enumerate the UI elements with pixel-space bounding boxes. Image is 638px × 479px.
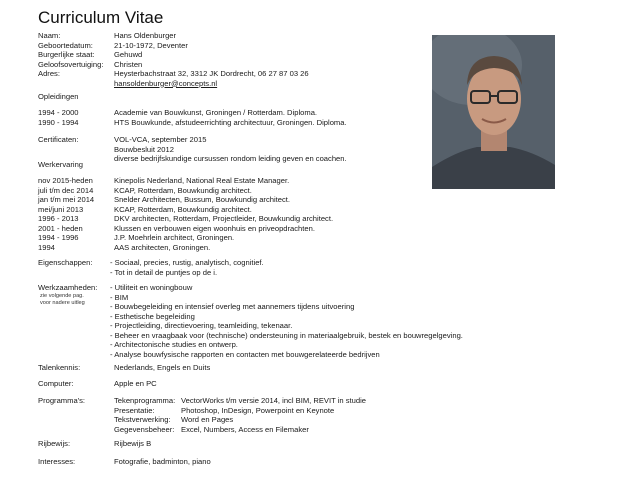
werkzaamheden-note: voor nadere uitleg [40, 299, 85, 306]
werk-text: Snelder Architecten, Bussum, Bouwkundig architect. [114, 195, 291, 204]
page-title: Curriculum Vitae [38, 8, 164, 27]
section-eigenschappen: Eigenschappen: [38, 258, 93, 267]
email-link[interactable]: hansoldenburger@concepts.nl [114, 78, 218, 88]
werk-text: KCAP, Rotterdam, Bouwkundig architect. [114, 185, 252, 195]
section-rijbewijs: Rijbewijs: [38, 439, 71, 448]
label-geboortedatum: Geboortedatum: [38, 40, 93, 50]
rijbewijs-value: Rijbewijs B [114, 439, 152, 448]
interesses-value: Fotografie, badminton, piano [114, 457, 211, 466]
value-geloofsovertuiging: Christen [114, 59, 143, 69]
programma-value: Photoshop, InDesign, Powerpoint en Keynote [181, 405, 335, 415]
werk-text: DKV architecten, Rotterdam, Projectleider, Bouwkundig architect. [114, 214, 334, 223]
section-werkzaamheden: Werkzaamheden: [38, 283, 98, 292]
programma-label: Presentatie: [114, 405, 155, 415]
werk-period: jan t/m mei 2014 [38, 195, 95, 204]
certificaat-item: VOL-VCA, september 2015 [114, 135, 207, 144]
value-burgerlijke-staat: Gehuwd [114, 50, 143, 59]
werk-period: juli t/m dec 2014 [38, 185, 94, 195]
talenkennis-value: Nederlands, Engels en Duits [114, 363, 211, 372]
label-burgerlijke-staat: Burgerlijke staat: [38, 50, 95, 59]
werkzaamheid-item: - Esthetische begeleiding [110, 311, 195, 321]
label-geloofsovertuiging: Geloofsovertuiging: [38, 59, 104, 69]
section-interesses: Interesses: [38, 457, 76, 466]
label-naam: Naam: [38, 31, 61, 40]
werkzaamheid-item: - Analyse bouwfysische rapporten en contacten met bouwgerelateerde bedrijven [110, 349, 380, 359]
werk-period: 1996 - 2013 [38, 214, 79, 223]
programma-value: VectorWorks t/m versie 2014, incl BIM, REVIT in studie [181, 396, 366, 405]
section-werkervaring: Werkervaring [38, 160, 84, 169]
section-computer: Computer: [38, 379, 74, 388]
werkzaamheden-note: zie volgende pag. [40, 292, 84, 299]
programma-label: Tekenprogramma: [114, 396, 176, 405]
value-naam: Hans Oldenburger [114, 31, 177, 40]
werkzaamheid-item: - Bouwbegeleiding en intensief overleg met aannemers tijdens uitvoering [110, 302, 355, 311]
werk-text: AAS architecten, Groningen. [114, 242, 211, 252]
opleiding-text: HTS Bouwkunde, afstudeerrichting architectuur, Groningen. Diploma. [114, 117, 347, 127]
computer-value: Apple en PC [114, 379, 157, 388]
portrait-image [432, 35, 555, 189]
opleiding-text: Academie van Bouwkunst, Groningen / Rotterdam. Diploma. [114, 108, 318, 117]
section-certificaten: Certificaten: [38, 135, 79, 144]
werkzaamheid-item: - Beheer en vraagbaak voor (technische) ondersteuning in materiaalgebruik, bestek en bouwregelgeving. [110, 330, 463, 340]
section-programmas: Programma's: [38, 396, 86, 405]
programma-label: Tekstverwerking: [114, 415, 171, 424]
certificaat-item: Bouwbesluit 2012 [114, 144, 174, 154]
werkzaamheid-item: - Projectleiding, directievoering, teamleiding, tekenaar. [110, 321, 293, 330]
profile-photo [432, 35, 555, 189]
werkzaamheid-item: - Architectonische studies en ontwerp. [110, 340, 238, 349]
eigenschap-item: - Tot in detail de puntjes op de i. [110, 267, 218, 277]
programma-value: Word en Pages [181, 415, 234, 424]
opleiding-period: 1994 - 2000 [38, 108, 79, 117]
section-talenkennis: Talenkennis: [38, 363, 81, 372]
value-adres: Heysterbachstraat 32, 3312 JK Dordrecht, 06 27 87 03 26 [114, 69, 309, 78]
werk-period: 1994 [38, 242, 55, 252]
werk-text: J.P. Moehrlein architect, Groningen. [114, 233, 235, 242]
section-opleidingen: Opleidingen [38, 92, 79, 101]
werk-text: Klussen en verbouwen eigen woonhuis en priveopdrachten. [114, 223, 315, 233]
programma-value: Excel, Numbers, Access en Filemaker [181, 424, 309, 434]
werkzaamheid-item: - BIM [110, 292, 129, 302]
label-adres: Adres: [38, 69, 60, 78]
werk-period: 2001 - heden [38, 223, 83, 233]
werk-period: nov 2015-heden [38, 176, 93, 185]
opleiding-period: 1990 - 1994 [38, 117, 79, 127]
value-geboortedatum: 21-10-1972, Deventer [114, 40, 188, 50]
werk-text: Kinepolis Nederland, National Real Estate Manager. [114, 176, 290, 185]
werk-text: KCAP, Rotterdam, Bouwkundig architect. [114, 204, 252, 214]
werk-period: mei/juni 2013 [38, 204, 84, 214]
programma-label: Gegevensbeheer: [114, 424, 175, 434]
werkzaamheid-item: - Utiliteit en woningbouw [110, 283, 193, 292]
werk-period: 1994 - 1996 [38, 233, 79, 242]
certificaat-item: diverse bedrijfskundige cursussen rondom leiding geven en coachen. [114, 154, 347, 163]
eigenschap-item: - Sociaal, precies, rustig, analytisch, cognitief. [110, 258, 264, 267]
